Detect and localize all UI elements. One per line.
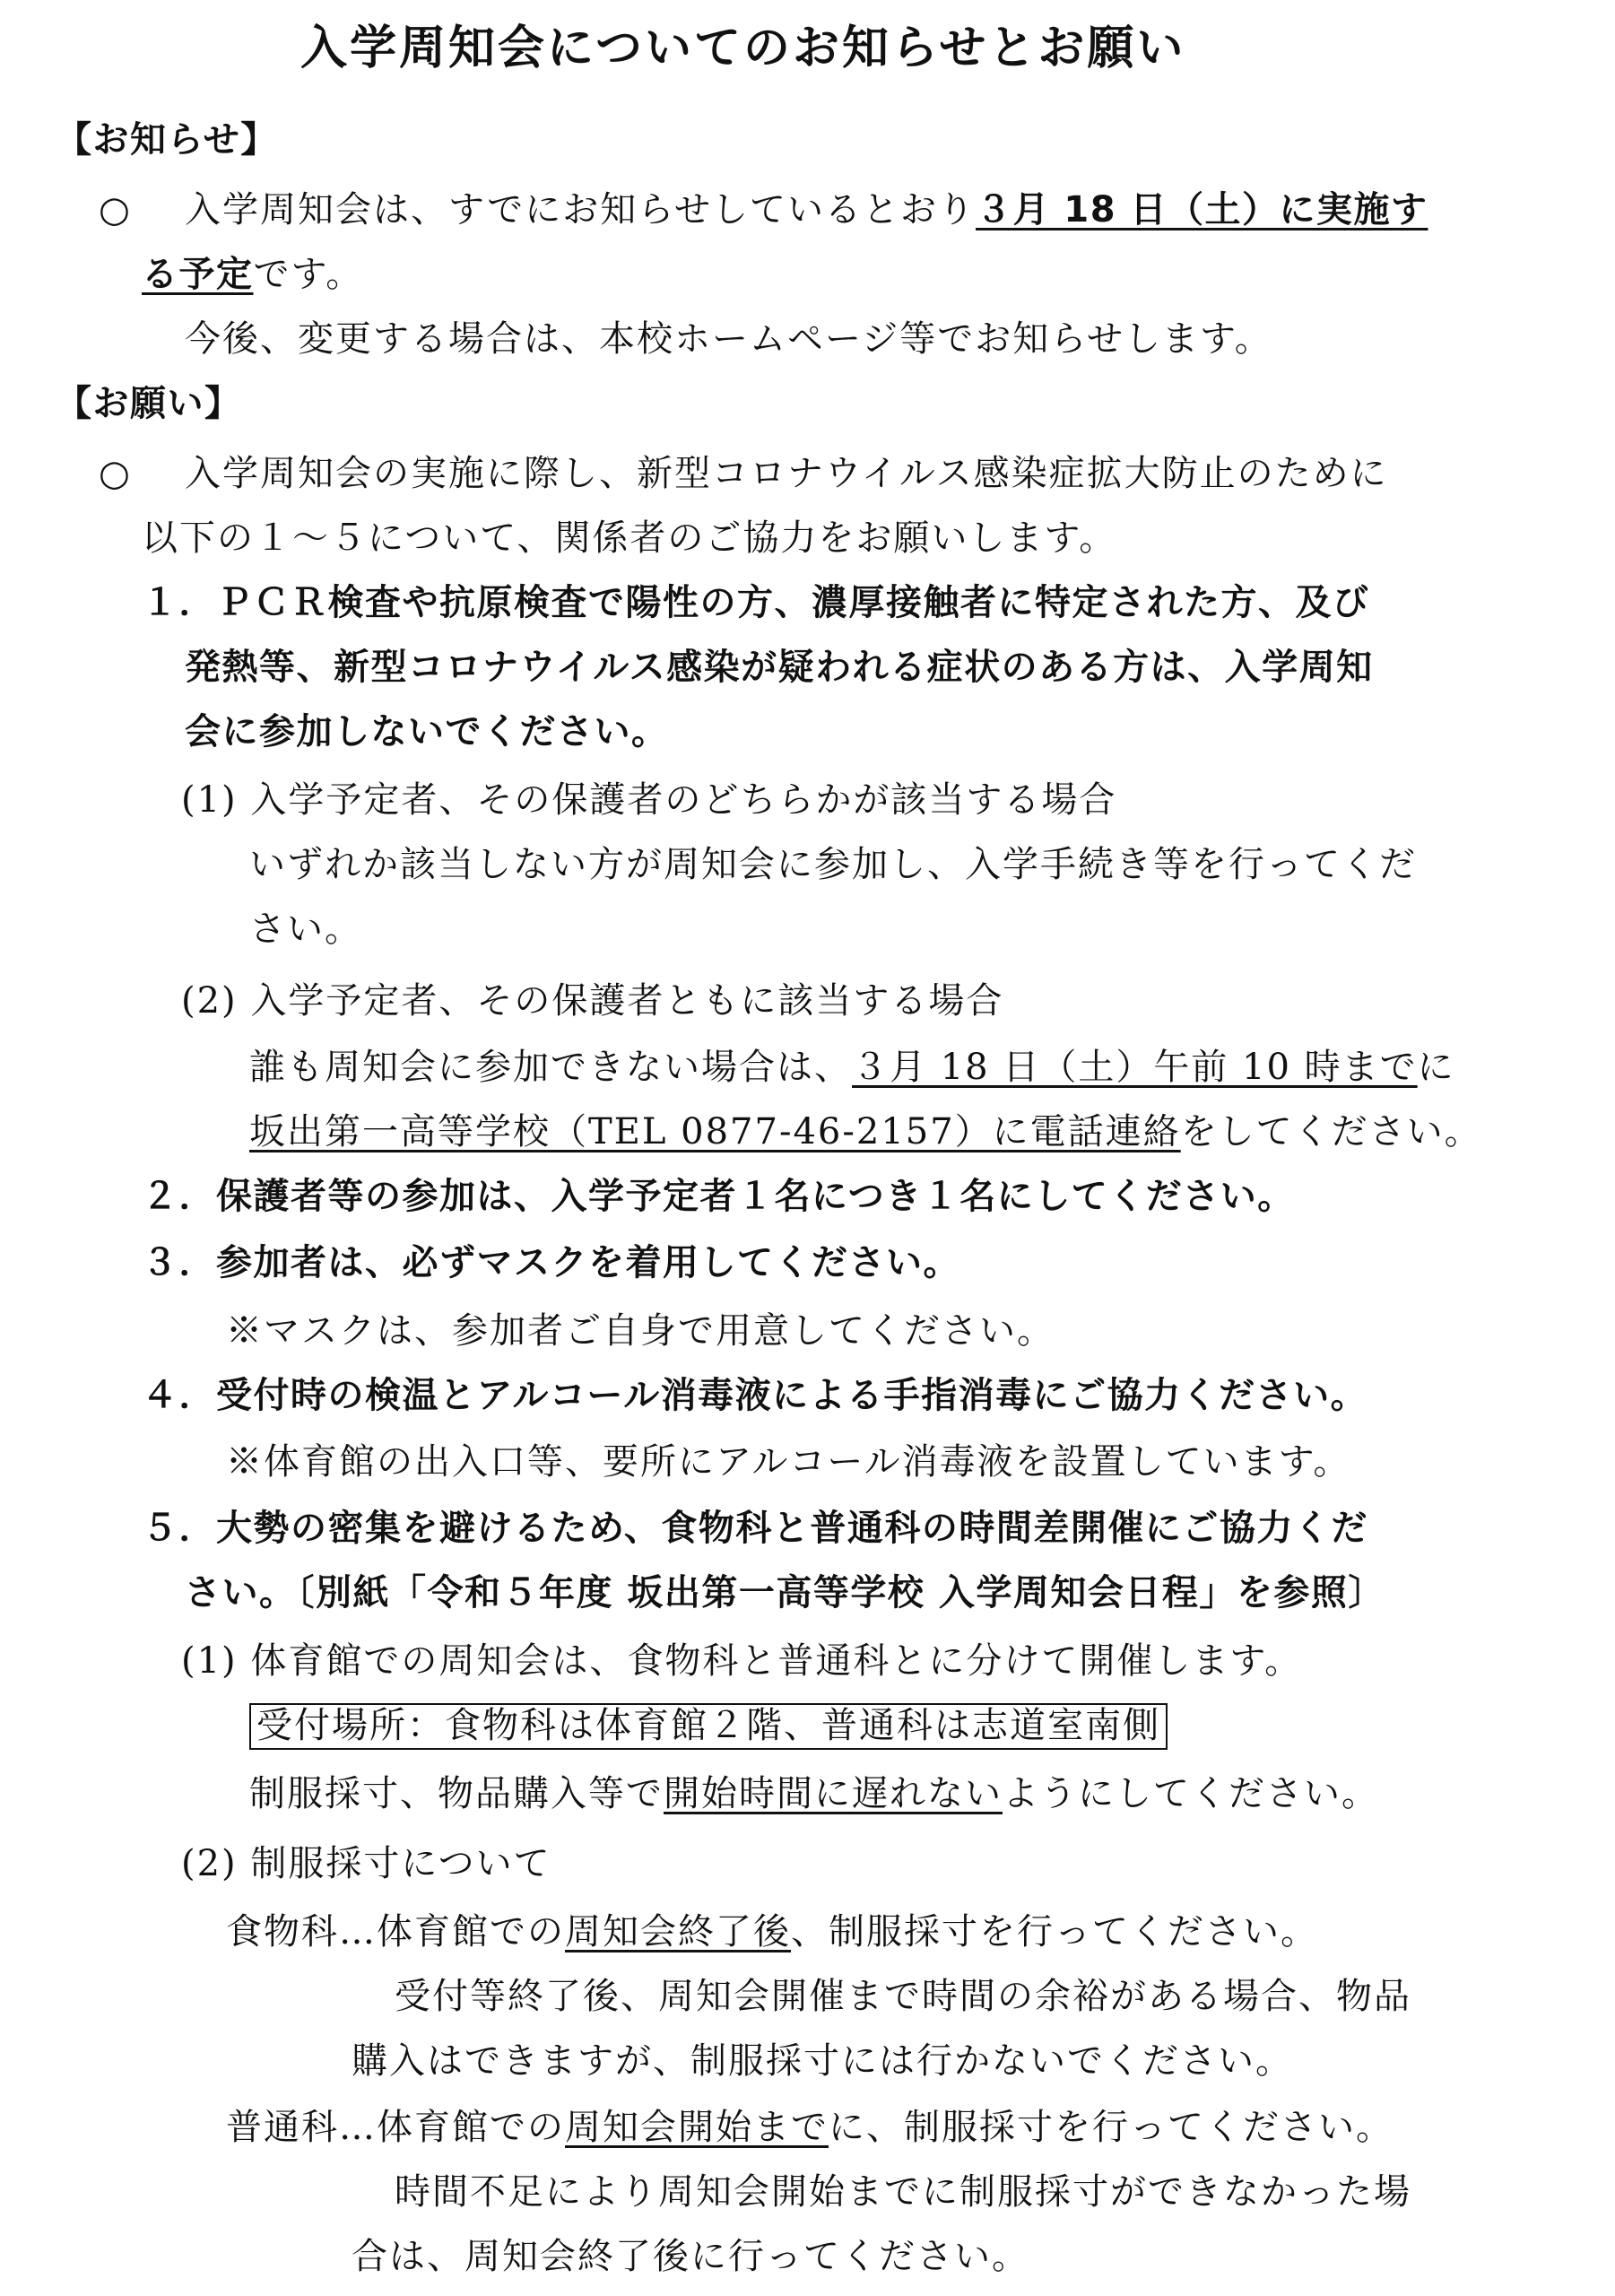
food-course-line-1-tail: 、制服採寸を行ってください。 [791,1911,1318,1952]
notice-line-1-text: 入学周知会は、すでにお知らせしているとおり [185,189,976,230]
school-phone-highlight: 坂出第一高等学校（TEL 0877-46-2157）に電話連絡 [249,1111,1181,1152]
item-5-sub-1-head: (1) 体育館での周知会は、食物科と普通科とに分けて開催します。 [181,1640,1303,1682]
item-5-sub-1-body-tail: ようにしてください。 [1003,1773,1379,1814]
notice-line-2 [142,251,363,298]
item-5-sub-1-body-text: 制服採寸、物品購入等で [249,1773,664,1814]
food-course-line-1-text: 食物科…体育館での [226,1911,565,1952]
request-heading: 【お願い】 [56,383,242,424]
request-intro-2: 以下の１～５について、関係者のご協力をお願いします。 [142,517,1117,559]
deadline-highlight: ３月 18 日（土）午前 10 時まで [852,1047,1418,1088]
notice-heading: 【お知らせ】 [56,119,278,161]
event-plan-highlight: る予定 [142,254,254,295]
item-2-line: ２．保護者等の参加は、入学予定者１名につき１名にしてください。 [142,1176,1295,1217]
document-title: 入学周知会についてのお知らせとお願い [300,22,1186,75]
item-1-sub-2-body-1-text: 誰も周知会に参加できない場合は、 [249,1047,852,1088]
item-1-sub-2-body-2-text: をしてください。 [1180,1111,1482,1152]
item-1-sub-2-body-1 [249,1044,1455,1091]
item-5-sub-2-head: (2) 制服採寸について [181,1843,551,1884]
request-bullet: ○ [99,453,132,494]
item-3-note: ※マスクは、参加者ご自身で用意してください。 [226,1310,1055,1352]
food-course-line-1 [226,1909,1318,1955]
reception-location-text: 受付場所：食物科は体育館２階、普通科は志道室南側 [249,1703,1168,1750]
general-course-line-1-text: 普通科…体育館での [226,2107,565,2148]
notice-line-1 [185,187,1428,233]
item-4-line: ４．受付時の検温とアルコール消毒液による手指消毒にご協力ください。 [142,1375,1368,1416]
item-3-line: ３．参加者は、必ずマスクを着用してください。 [142,1242,960,1283]
general-course-timing-highlight: 周知会開始まで [565,2107,829,2148]
item-1-sub-1-body-2: さい。 [249,909,362,950]
food-course-line-2: 受付等終了後、周知会開催まで時間の余裕がある場合、物品 [395,1976,1411,2017]
item-5-line-2: さい。〔別紙「令和５年度 坂出第一高等学校 入学周知会日程」を参照〕 [185,1572,1385,1613]
general-course-line-3: 合は、周知会終了後に行ってください。 [352,2236,1029,2277]
item-1-line-1: １．ＰＣＲ検査や抗原検査で陽性の方、濃厚接触者に特定された方、及び [142,582,1370,623]
food-course-timing-highlight: 周知会終了後 [565,1911,791,1952]
general-course-line-1 [226,2104,1394,2151]
item-1-line-3: 会に参加しないでください。 [185,711,669,752]
item-1-line-2: 発熱等、新型コロナウイルス感染が疑われる症状のある方は、入学周知 [185,647,1374,688]
notice-line-2-text: です。 [253,254,364,295]
item-1-sub-2-body-1-tail: に [1417,1047,1455,1088]
reception-location-box [249,1702,1168,1749]
item-5-line-1: ５．大勢の密集を避けるため、食物科と普通科の時間差開催にご協力くだ [142,1508,1368,1549]
item-1-sub-2-body-2 [249,1109,1482,1155]
general-course-line-2: 時間不足により周知会開始までに制服採寸ができなかった場 [395,2171,1411,2213]
start-time-highlight: 開始時間に遅れない [664,1773,1003,1814]
event-date-highlight: ３月 18 日（土）に実施す [976,189,1428,230]
item-5-sub-1-body [249,1770,1379,1817]
item-1-sub-1-head: (1) 入学予定者、その保護者のどちらかが該当する場合 [181,779,1117,821]
request-intro-1: 入学周知会の実施に際し、新型コロナウイルス感染症拡大防止のために [185,453,1388,494]
item-1-sub-2-head: (2) 入学予定者、その保護者ともに該当する場合 [181,980,1004,1022]
item-4-note: ※体育館の出入口等、要所にアルコール消毒液を設置しています。 [226,1441,1351,1483]
food-course-line-3: 購入はできますが、制服採寸には行かないでください。 [352,2040,1293,2082]
notice-line-3: 今後、変更する場合は、本校ホームページ等でお知らせします。 [185,318,1272,360]
item-1-sub-1-body-1: いずれか該当しない方が周知会に参加し、入学手続き等を行ってくだ [249,844,1417,885]
general-course-line-1-tail: に、制服採寸を行ってください。 [829,2107,1394,2148]
notice-bullet: ○ [99,189,132,230]
